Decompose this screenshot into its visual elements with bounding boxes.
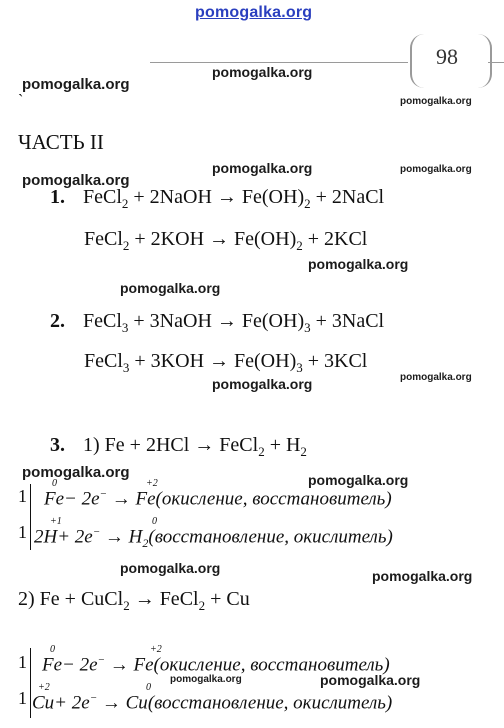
superscript: − [99, 488, 107, 500]
formula: Fe [133, 654, 154, 676]
formula: FeCl [83, 186, 122, 208]
reaction-note: (окисление, восстановитель) [155, 488, 392, 510]
task3-part2-equation [18, 588, 250, 614]
subscript: 2 [258, 444, 265, 459]
subscript: 2 [123, 598, 130, 613]
electron-coefficient: 1 [18, 652, 27, 672]
formula: 1) Fe + 2HCl → FeCl [83, 434, 259, 456]
oxidation-state: 0 [50, 644, 55, 655]
oxidation-state: +1 [50, 516, 62, 527]
formula: + 3NaCl [310, 310, 385, 332]
arrow: → [104, 654, 134, 676]
formula: + 2KCl [302, 228, 368, 250]
subscript: 3 [122, 360, 130, 375]
subscript: 2 [304, 196, 311, 211]
reaction-note: (окисление, восстановитель) [153, 654, 390, 676]
subscript: 3 [121, 320, 129, 335]
watermark: pomogalka.org [22, 464, 130, 481]
electron-coefficient: 1 [18, 486, 27, 506]
subscript: 2 [122, 238, 130, 253]
half-reaction-reduction [34, 526, 393, 551]
watermark-header-link[interactable]: pomogalka.org [195, 4, 313, 21]
formula: FeCl [83, 310, 122, 332]
task3-part1-equation [50, 434, 307, 460]
formula: H [128, 526, 143, 548]
subscript: 2 [296, 238, 303, 253]
formula: Fe− 2e [44, 488, 100, 510]
oxidation-state: 0 [52, 478, 57, 489]
arrow: → [100, 526, 129, 548]
oxidation-state: +2 [38, 682, 50, 693]
task3-number: 3. [50, 434, 65, 456]
formula: + 3NaOH → Fe(OH) [128, 310, 305, 332]
formula: Cu+ 2e [32, 692, 90, 714]
superscript: − [89, 692, 98, 704]
stray-mark: ` [18, 92, 24, 109]
formula: + 3KOH → Fe(OH) [129, 350, 297, 372]
watermark: pomogalka.org [400, 96, 472, 107]
subscript: 2 [142, 536, 149, 551]
formula: → FeCl [129, 588, 199, 610]
balance-bracket [30, 484, 31, 550]
reaction-note: (восстановление, окислитель) [148, 526, 393, 548]
watermark: pomogalka.org [22, 76, 130, 93]
formula: Fe− 2e [42, 654, 98, 676]
formula: H+ 2e [43, 526, 93, 548]
formula: + 2NaOH → Fe(OH) [128, 186, 305, 208]
electron-coefficient: 1 [18, 522, 27, 542]
arrow: → [106, 488, 136, 510]
watermark: pomogalka.org [120, 560, 221, 576]
half-reaction-oxidation [44, 488, 392, 510]
task1-line1 [50, 186, 384, 212]
watermark: pomogalka.org [212, 376, 313, 392]
subscript: 2 [300, 444, 307, 459]
formula: Cu [125, 692, 148, 714]
formula: 2) Fe + CuCl [18, 588, 124, 610]
task2-line2 [84, 350, 367, 376]
task2-line1 [50, 310, 384, 336]
watermark: pomogalka.org [308, 256, 409, 272]
watermark: pomogalka.org [212, 64, 313, 80]
oxidation-state: 0 [146, 682, 151, 693]
formula: FeCl [84, 228, 123, 250]
formula: Fe [135, 488, 156, 510]
superscript: − [92, 526, 101, 538]
formula: FeCl [84, 350, 123, 372]
formula: + H [264, 434, 301, 456]
formula: 2 [34, 526, 44, 548]
watermark: pomogalka.org [22, 172, 130, 189]
watermark: pomogalka.org [170, 674, 242, 685]
section-title: ЧАСТЬ II [18, 130, 104, 154]
subscript: 3 [304, 320, 311, 335]
balance-bracket [30, 648, 31, 718]
formula: + 3KCl [302, 350, 368, 372]
task2-number: 2. [50, 310, 65, 332]
oxidation-state: +2 [150, 644, 162, 655]
half-reaction-reduction [32, 692, 392, 714]
arrow: → [97, 692, 126, 714]
header-rule [150, 62, 408, 63]
subscript: 2 [198, 598, 206, 613]
watermark: pomogalka.org [212, 160, 313, 176]
task1-line2 [84, 228, 367, 254]
watermark: pomogalka.org [400, 164, 472, 175]
superscript: − [97, 654, 105, 666]
subscript: 2 [121, 196, 129, 211]
formula: + 2NaCl [310, 186, 385, 208]
watermark: pomogalka.org [372, 568, 473, 584]
watermark: pomogalka.org [320, 672, 421, 688]
oxidation-state: +2 [146, 478, 158, 489]
electron-coefficient: 1 [18, 688, 27, 708]
page-number: 98 [436, 44, 458, 69]
formula: + Cu [205, 588, 250, 610]
reaction-note: (восстановление, окислитель) [147, 692, 393, 714]
task1-number: 1. [50, 186, 65, 208]
watermark: pomogalka.org [308, 472, 409, 488]
watermark: pomogalka.org [120, 280, 221, 296]
oxidation-state: 0 [152, 516, 157, 527]
subscript: 3 [296, 360, 303, 375]
watermark: pomogalka.org [400, 372, 472, 383]
formula: + 2KOH → Fe(OH) [129, 228, 297, 250]
